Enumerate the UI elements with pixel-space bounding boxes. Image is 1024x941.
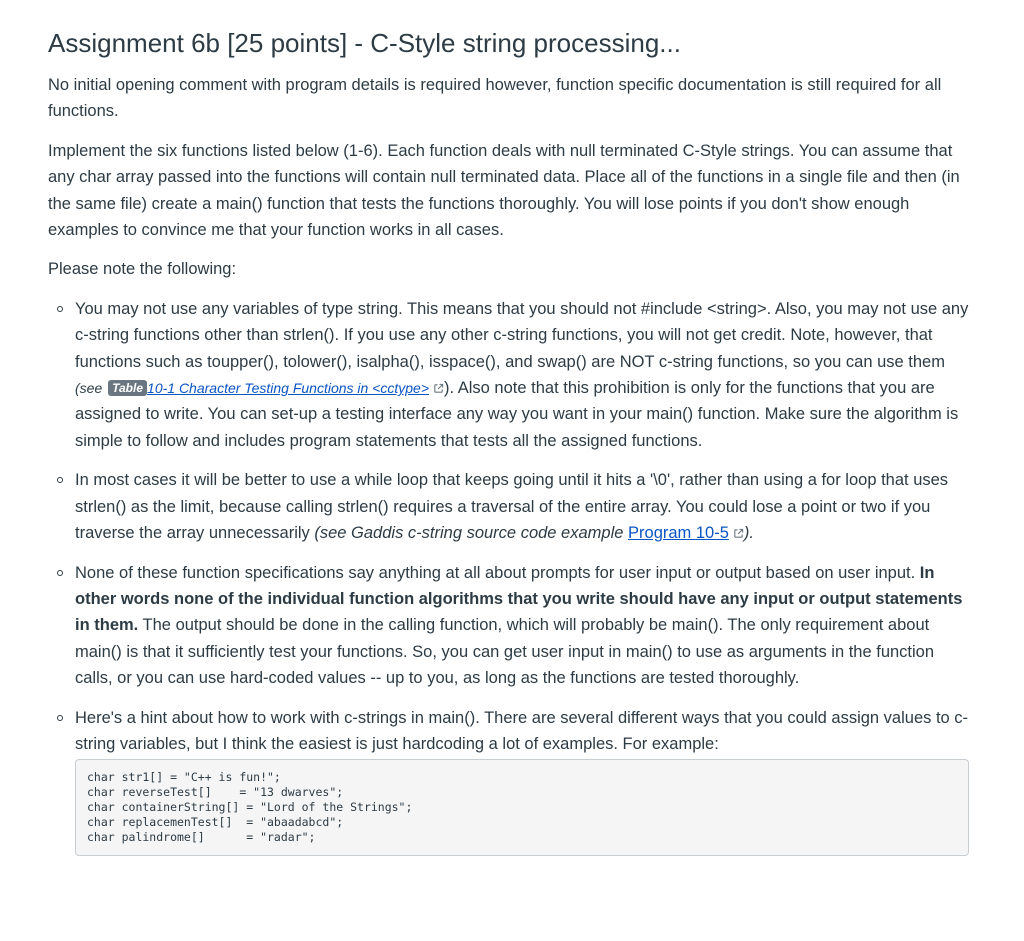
intro-paragraph-1: No initial opening comment with program details is required however, function specific documentation is still required for all functions. bbox=[48, 76, 942, 121]
external-link-icon bbox=[733, 528, 744, 539]
notes-list bbox=[48, 296, 972, 857]
page-title: Assignment 6b [25 points] - C-Style string processing... bbox=[48, 28, 681, 58]
code-example-block bbox=[75, 759, 969, 856]
table-badge: Table bbox=[108, 380, 147, 396]
bullet1-see-prefix: (see bbox=[75, 380, 107, 397]
code-line: char palindrome[] = "radar"; bbox=[87, 830, 316, 845]
bullet3-text-b: The output should be done in the calling function, which will probably be main(). The only requirement about main() is that it sufficiently test your functions. So, you can get user input in main() to use as arguments in the function calls, or you can use hard-coded values -- up to you, as long as the functions are tested thoroughly. bbox=[75, 616, 935, 688]
bullet2-text-a: In most cases it will be better to use a while loop that keeps going until it hits a '\0', rather than using a for loop that uses strlen() as the limit, because calling strlen() requires a traversal of the entire array. You could lose a point or two if you traverse the array unnecessarily bbox=[75, 471, 949, 543]
code-line: char reverseTest[] = "13 dwarves"; bbox=[87, 785, 344, 800]
list-item-no-string-variables bbox=[75, 296, 972, 454]
bullet3-bold: In other words none of the individual function algorithms that you write should have any input or output statements in them. bbox=[75, 563, 963, 635]
intro-paragraph-2: Implement the six functions listed below (1-6). Each function deals with null terminated C-Style strings. You can assume that any char array passed into the functions will contain null terminated data. Place all of the functions in a single file and then (in the same file) create a main() function that tests the functions thoroughly. You will lose points if you don't show enough examples to convince me that your function works in all cases. bbox=[48, 141, 960, 240]
list-item-while-loop bbox=[75, 467, 972, 546]
list-item-no-input-output bbox=[75, 560, 972, 692]
bullet2-italic: (see Gaddis c-string source code example bbox=[314, 524, 629, 543]
intro-paragraph-3: Please note the following: bbox=[48, 260, 237, 279]
bullet3-text-a: None of these function specifications say anything at all about prompts for user input or output based on user input. bbox=[75, 563, 920, 582]
bullet1-text-a: You may not use any variables of type string. This means that you should not #include <string>. Also, you may not use any c-string functions other than strlen(). If you use any other c-string functions, you will not get credit. Note, however, that functions such as toupper(), tolower(), isalpha(), isspace(), and swap() are NOT c-string functions, so you can use them bbox=[75, 299, 969, 371]
code-line: char replacemenTest[] = "abaadabcd"; bbox=[87, 815, 344, 830]
bullet1-text-b: ). Also note that this prohibition is only for the functions that you are assigned to write. You can set-up a testing interface any way you want in your main() function. Make sure the algorithm is simple to follow and includes program statements that tests all the assigned functions. bbox=[75, 379, 959, 450]
program-10-5-link[interactable]: Program 10-5 bbox=[628, 524, 729, 543]
external-link-icon bbox=[433, 383, 444, 394]
character-testing-functions-link[interactable]: 10-1 Character Testing Functions in <cctype> bbox=[147, 380, 429, 397]
code-line: char containerString[] = "Lord of the Strings"; bbox=[87, 800, 413, 815]
list-item-hint bbox=[75, 705, 972, 857]
bullet4-text: Here's a hint about how to work with c-strings in main(). There are several different ways that you could assign values to c-string variables, but I think the easiest is just hardcoding a lot of examples. For example: bbox=[75, 708, 969, 753]
code-line: char str1[] = "C++ is fun!"; bbox=[87, 770, 281, 785]
bullet2-text-b: ). bbox=[743, 524, 754, 543]
